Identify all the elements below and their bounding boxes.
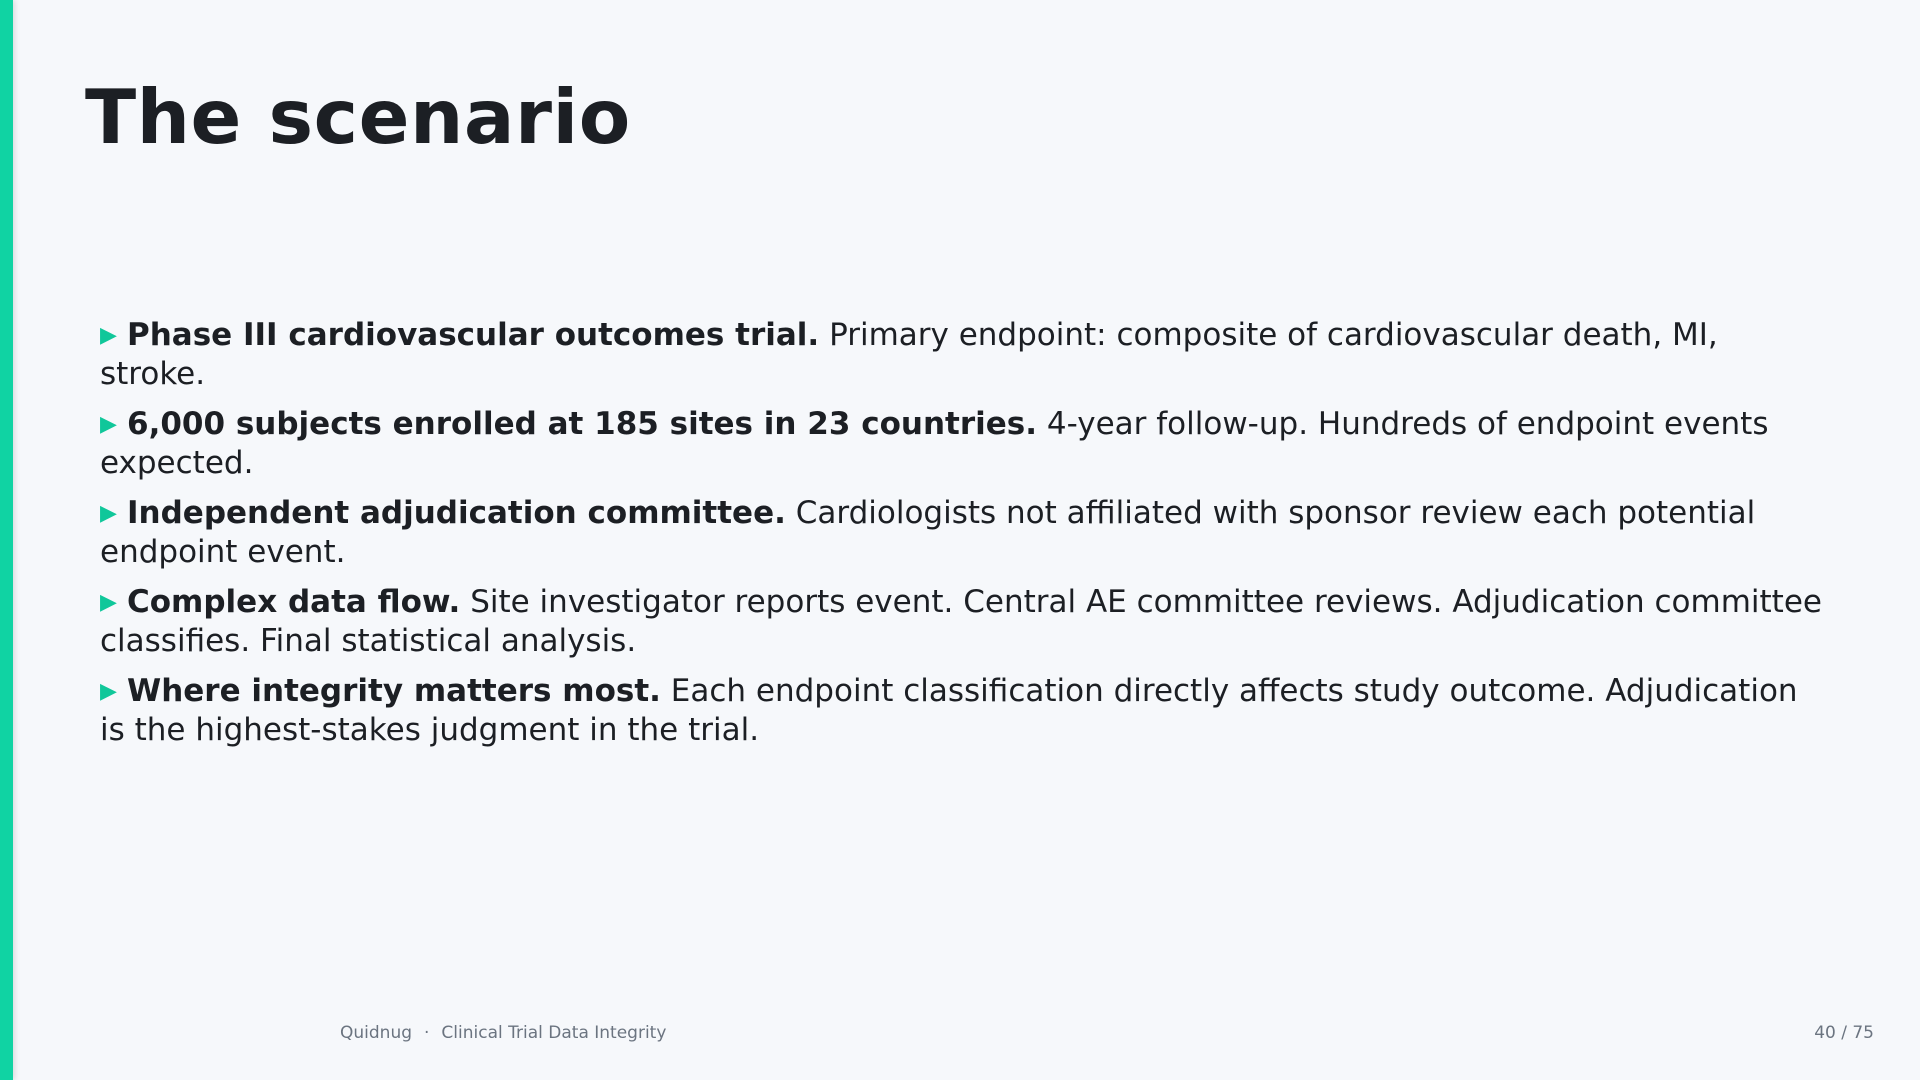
- bullet-lead: Complex data flow.: [127, 584, 461, 620]
- bullet-text: Cardiologists not affiliated with sponsor review each potential endpoint event.: [100, 495, 1756, 570]
- bullet-text: Each endpoint classification directly affects study outcome. Adjudication is the highest-stakes judgment in the trial.: [100, 673, 1798, 748]
- footer-separator: ·: [424, 1023, 430, 1043]
- bullet-lead: Phase III cardiovascular outcomes trial.: [127, 317, 820, 353]
- bullet-item: [100, 494, 1830, 572]
- accent-bar: [0, 0, 13, 1080]
- bullet-lead: 6,000 subjects enrolled at 185 sites in 23 countries.: [127, 406, 1038, 442]
- bullet-item: [100, 672, 1830, 750]
- bullet-item: [100, 583, 1830, 661]
- bullet-item: [100, 405, 1830, 483]
- bullet-list: [100, 316, 1830, 761]
- footer-deck-title: Clinical Trial Data Integrity: [441, 1023, 667, 1043]
- bullet-text: Primary endpoint: composite of cardiovascular death, MI, stroke.: [100, 317, 1718, 392]
- bullet-arrow-icon: ▶: [100, 679, 117, 704]
- bullet-text: 4-year follow-up. Hundreds of endpoint events expected.: [100, 406, 1769, 481]
- footer-brand: Quidnug: [340, 1023, 413, 1043]
- page-number: 40 / 75: [1814, 1023, 1874, 1043]
- bullet-lead: Independent adjudication committee.: [127, 495, 786, 531]
- slide-title: The scenario: [85, 73, 631, 161]
- bullet-text: Site investigator reports event. Central AE committee reviews. Adjudication committee classifies. Final statistical analysis.: [100, 584, 1822, 659]
- footer-left: [340, 1023, 666, 1043]
- bullet-lead: Where integrity matters most.: [127, 673, 661, 709]
- bullet-arrow-icon: ▶: [100, 501, 117, 526]
- bullet-item: [100, 316, 1830, 394]
- bullet-arrow-icon: ▶: [100, 323, 117, 348]
- bullet-arrow-icon: ▶: [100, 590, 117, 615]
- bullet-arrow-icon: ▶: [100, 412, 117, 437]
